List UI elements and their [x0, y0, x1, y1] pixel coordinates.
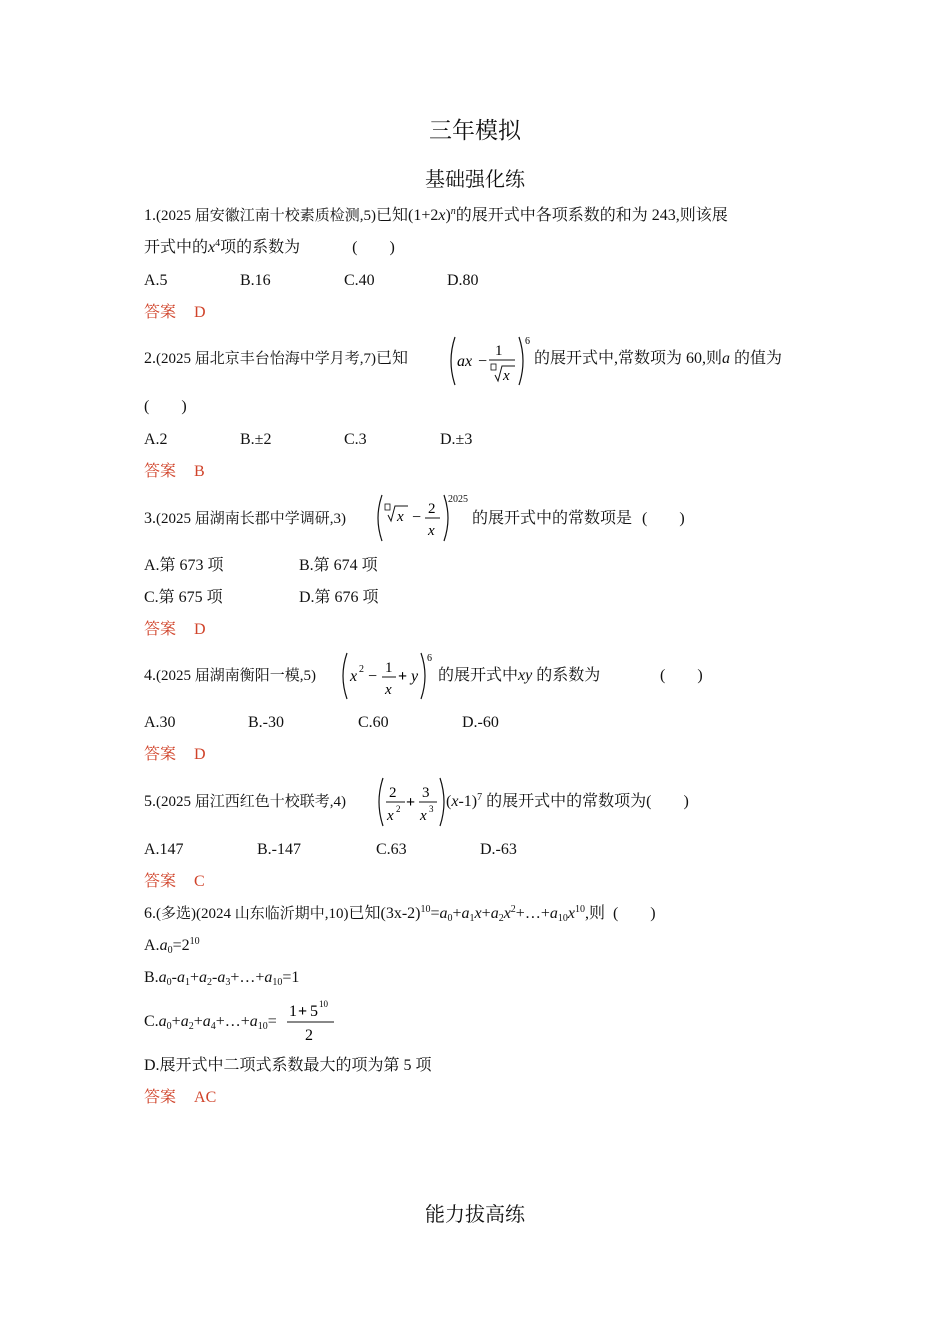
- q1-option-b: B.16: [240, 272, 271, 289]
- q5-source: (2025 届江西红色十校联考,4): [156, 794, 346, 810]
- svg-text:+: +: [406, 794, 416, 811]
- q6-option-c-fraction: [286, 996, 338, 1044]
- svg-text:2: 2: [305, 1027, 313, 1044]
- q4-stem-tail: 的展开式中xy 的系数为: [438, 667, 601, 684]
- section-heading-basic: 基础强化练: [425, 167, 525, 191]
- q5-stem-tail: $(x-1)^7$ 的展开式中的常数项为( ): [446, 792, 689, 810]
- svg-text:5: 5: [310, 1003, 318, 1020]
- svg-text:y: y: [411, 668, 419, 685]
- svg-text:1: 1: [495, 343, 503, 359]
- q3-option-b: B.第 674 项: [299, 557, 378, 574]
- q1-source: (2025 届安徽江南十校素质检测,5): [156, 208, 376, 224]
- svg-text:x: x: [428, 523, 435, 539]
- q1-stem-line2: 开式中的$x^4$项的系数为 ( ): [144, 238, 395, 256]
- svg-text:3: 3: [422, 785, 430, 801]
- svg-text:6: 6: [427, 653, 432, 664]
- q5-option-a: A.147: [144, 841, 184, 858]
- q2-answer: 答案 B: [144, 463, 205, 480]
- svg-text:x: x: [397, 509, 404, 525]
- q6-answer-paren: ( ): [612, 905, 656, 922]
- q4-answer: 答案 D: [144, 746, 206, 763]
- q4-source: (2025 届湖南衡阳一模,5): [156, 668, 316, 684]
- svg-text:2: 2: [389, 785, 397, 801]
- svg-text:x: x: [350, 668, 358, 685]
- q5-answer-paren: ( ): [646, 793, 689, 810]
- q6-stem: 6.(多选)(2024 山东临沂期中,10)已知$(3x-2)^{10}=a_0+a_1x+a_2x^2+\dots+a_{10}x^{10}$,则 ( ): [144, 904, 656, 924]
- q5-stem-prefix: 5.(2025 届江西红色十校联考,4): [144, 793, 346, 810]
- svg-text:−: −: [412, 509, 422, 526]
- svg-text:−: −: [368, 668, 378, 685]
- q1-answer-paren: ( ): [352, 239, 395, 256]
- svg-text:x: x: [387, 808, 394, 824]
- q4-answer-paren: ( ): [660, 667, 703, 684]
- q5-fraction-expression: [375, 775, 447, 829]
- section-heading-advanced: 能力拔高练: [425, 1202, 525, 1226]
- svg-text:1: 1: [289, 1003, 297, 1020]
- svg-text:6: 6: [525, 336, 530, 347]
- q2-option-d: D.±3: [440, 431, 473, 448]
- q4-option-d: D.-60: [462, 714, 499, 731]
- svg-text:10: 10: [319, 999, 328, 1009]
- q2-option-a: A.2: [144, 431, 168, 448]
- q5-option-d: D.-63: [480, 841, 517, 858]
- svg-text:3: 3: [429, 804, 434, 814]
- svg-text:x: x: [420, 808, 427, 824]
- q3-source: (2025 届湖南长郡中学调研,3): [156, 511, 346, 527]
- svg-text:1: 1: [385, 660, 393, 676]
- q3-answer: 答案 D: [144, 621, 206, 638]
- q3-answer-paren: ( ): [642, 510, 685, 527]
- q3-option-a: A.第 673 项: [144, 557, 224, 574]
- svg-text:+: +: [298, 1003, 308, 1020]
- q1-option-d: D.80: [447, 272, 479, 289]
- q4-option-c: C.60: [358, 714, 389, 731]
- q2-answer-paren: ( ): [144, 398, 187, 415]
- q6-option-b: $B.a_0-a_1+a_2-a_3+\dots+a_{10}=1$: [144, 969, 300, 988]
- svg-text:x: x: [385, 682, 392, 698]
- q6-answer: 答案 AC: [144, 1089, 217, 1106]
- svg-text:−: −: [478, 353, 488, 370]
- svg-text:2: 2: [428, 501, 436, 517]
- q3-stem-prefix: 3.(2025 届湖南长郡中学调研,3): [144, 510, 346, 527]
- q5-option-b: B.-147: [257, 841, 301, 858]
- q2-option-c: C.3: [344, 431, 367, 448]
- svg-text:x: x: [503, 368, 510, 384]
- q6-option-d: D.展开式中二项式系数最大的项为第 5 项: [144, 1057, 432, 1074]
- q3-exponent: 2025: [448, 494, 468, 505]
- q2-binomial-expression: [445, 333, 535, 389]
- svg-text:2: 2: [359, 664, 364, 675]
- q1-option-a: A.5: [144, 272, 168, 289]
- q3-option-c: C.第 675 项: [144, 589, 223, 606]
- q1-answer: 答案 D: [144, 304, 206, 321]
- page-title: 三年模拟: [429, 118, 521, 144]
- q1-stem-line1: 1.(2025 届安徽江南十校素质检测,5)已知$(1+2x)^n$的展开式中各项系数的和为 243,则该展: [144, 206, 728, 224]
- q4-option-a: A.30: [144, 714, 176, 731]
- q3-option-d: D.第 676 项: [299, 589, 379, 606]
- q5-option-c: C.63: [376, 841, 407, 858]
- q4-option-b: B.-30: [248, 714, 284, 731]
- q1-option-c: C.40: [344, 272, 375, 289]
- q2-stem-tail: 的展开式中,常数项为 60,则a 的值为: [534, 350, 783, 367]
- q3-stem-tail: 的展开式中的常数项是 ( ): [472, 510, 685, 527]
- q6-option-c: $C.a_0+a_2+a_4+\dots+a_{10}=$: [144, 1013, 277, 1032]
- svg-text:+: +: [398, 668, 408, 685]
- q2-source: (2025 届北京丰台怡海中学月考,7): [156, 351, 376, 367]
- svg-text:ax: ax: [457, 353, 473, 370]
- q2-option-b: B.±2: [240, 431, 272, 448]
- q6-source: (多选)(2024 山东临沂期中,10): [156, 906, 349, 922]
- svg-text:2: 2: [396, 804, 401, 814]
- q2-stem-line1: 2.(2025 届北京丰台怡海中学月考,7)已知: [144, 350, 409, 367]
- q4-trinomial-expression: [339, 650, 437, 702]
- q4-stem-prefix: 4.(2025 届湖南衡阳一模,5): [144, 667, 316, 684]
- q5-answer: 答案 C: [144, 873, 205, 890]
- q6-option-a: $A.a_0=2^{10}$: [144, 936, 200, 956]
